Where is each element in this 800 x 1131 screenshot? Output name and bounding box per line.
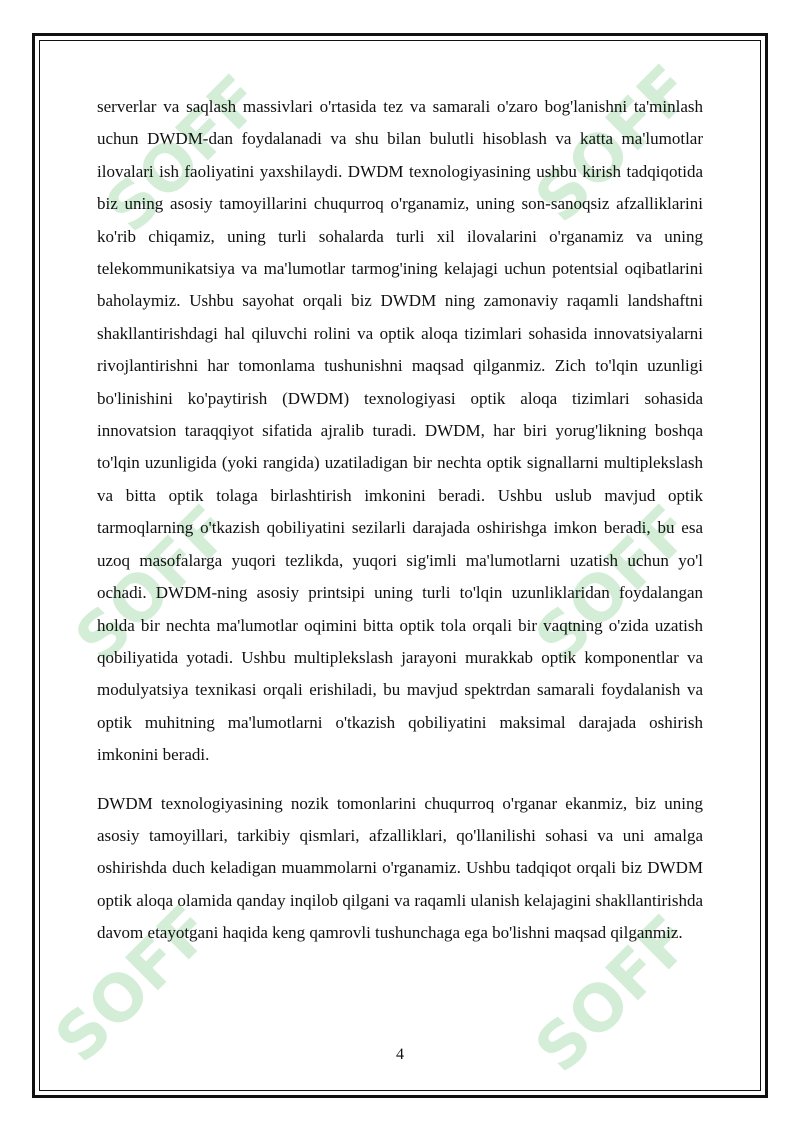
page-number: 4 — [396, 1046, 404, 1063]
watermark-text: SOFF — [521, 51, 707, 237]
document-body — [97, 91, 703, 950]
watermark-text: SOFF — [521, 491, 707, 677]
watermark-text: SOFF — [91, 61, 277, 247]
watermark-text: SOFF — [41, 891, 227, 1077]
body-paragraph: serverlar va saqlash massivlari o'rtasida tez va samarali o'zaro bog'lanishni ta'minlash uchun DWDM-dan foydalanadi va shu bilan bulutli hisoblash va katta ma'lumotlar ilovalari ish faoliyatini yaxshilaydi. DWDM texnologiyasining ushbu kirish tadqiqotida biz uning asosiy tamoyillarini chuqurroq o'rganamiz, uning son-sanoqsiz afzalliklarini ko'rib chiqamiz, uning turli sohalarda turli xil ilovalarini o'rganamiz va uning telekommunikatsiya va ma'lumotlar tarmog'ining kelajagi uchun potentsial oqibatlarini baholaymiz. Ushbu sayohat orqali biz DWDM ning zamonaviy raqamli landshaftni shakllantirishdagi hal qiluvchi rolini va optik aloqa tizimlari sohasida innovatsiyalarni rivojlantirishni har tomonlama tushunishni maqsad qilganmiz. Zich to'lqin uzunligi bo'linishini ko'paytirish (DWDM) texnologiyasi optik aloqa tizimlari sohasida innovatsion taraqqiyot sifatida ajralib turadi. DWDM, har biri yorug'likning boshqa to'lqin uzunligida (yoki rangida) uzatiladigan bir nechta optik signallarni multiplekslash va bitta optik tolaga birlashtirish imkonini beradi. Ushbu uslub mavjud optik tarmoqlarning o'tkazish qobiliyatini sezilarli darajada oshirishga imkon beradi, bu esa uzoq masofalarga yuqori tezlikda, yuqori sig'imli ma'lumotlarni uzatish uchun yo'l ochadi. DWDM-ning asosiy printsipi uning turli to'lqin uzunliklaridan foydalangan holda bir nechta ma'lumotlar oqimini bitta optik tola orqali bir vaqtning o'zida uzatish qobiliyatida yotadi. Ushbu multiplekslash jarayoni murakkab optik komponentlar va modulyatsiya texnikasi orqali erishiladi, bu mavjud spektrdan samarali foydalanish va optik muhitning ma'lumotlarni o'tkazish qobiliyatini maksimal darajada oshirish imkonini beradi. — [97, 97, 703, 765]
watermark-text: SOFF — [521, 901, 707, 1087]
body-paragraph: DWDM texnologiyasining nozik tomonlarini chuqurroq o'rganar ekanmiz, biz uning asosiy tamoyillari, tarkibiy qismlari, afzalliklari, qo'llanilishi sohasi va uni amalga oshirishda duch keladigan muammolarni o'rganamiz. Ushbu tadqiqot orqali biz DWDM optik aloqa olamida qanday inqilob qilgani va raqamli ulanish kelajagini shakllantirishda davom etayotgani haqida keng qamrovli tushunchaga ega bo'lishni maqsad qilganmiz. — [97, 793, 703, 943]
watermark-text: SOFF — [61, 491, 247, 677]
